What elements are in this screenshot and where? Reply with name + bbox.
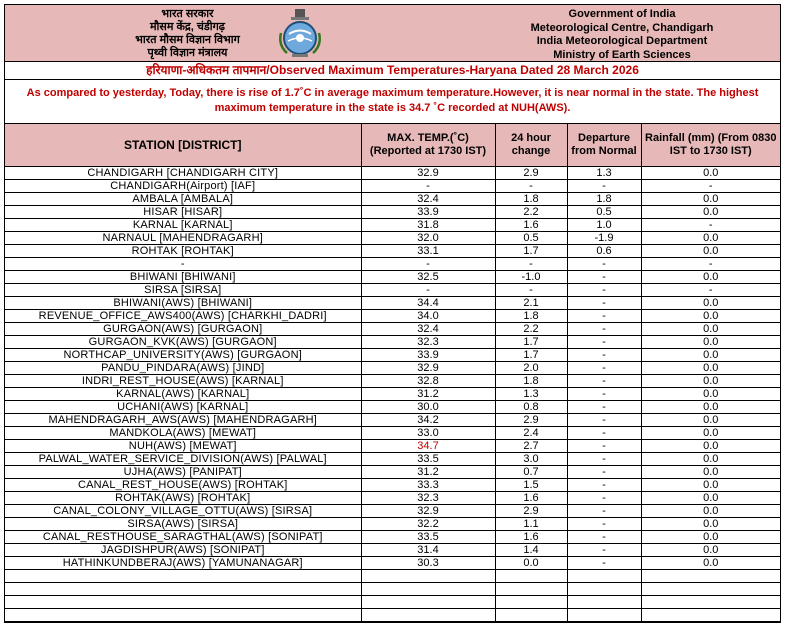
english-line: Meteorological Centre, Chandigarh — [530, 21, 714, 34]
col-departure: Departure from Normal — [567, 124, 641, 167]
cell-max: 32.4 — [361, 323, 495, 336]
table-row — [5, 375, 780, 388]
table-row — [5, 310, 780, 323]
cell-dep: - — [567, 427, 641, 440]
empty-cell — [361, 596, 495, 609]
cell-change: 1.7 — [495, 349, 567, 362]
empty-cell — [495, 570, 567, 583]
cell-station: NUH(AWS) [MEWAT] — [5, 440, 361, 453]
cell-station: - — [5, 258, 361, 271]
cell-change: 2.7 — [495, 440, 567, 453]
cell-dep: - — [567, 414, 641, 427]
cell-dep: - — [567, 310, 641, 323]
cell-change: 0.0 — [495, 557, 567, 570]
cell-max: 33.9 — [361, 349, 495, 362]
cell-change: - — [495, 180, 567, 193]
cell-station: CANAL_REST_HOUSE(AWS) [ROHTAK] — [5, 479, 361, 492]
report-sheet — [4, 4, 781, 623]
table-row — [5, 206, 780, 219]
table-row — [5, 414, 780, 427]
cell-dep: - — [567, 453, 641, 466]
hindi-line: भारत मौसम विज्ञान विभाग — [135, 34, 240, 46]
cell-change: 1.6 — [495, 492, 567, 505]
cell-change: 1.6 — [495, 219, 567, 232]
cell-max: 32.5 — [361, 271, 495, 284]
cell-rain: 0.0 — [641, 479, 780, 492]
table-row — [5, 453, 780, 466]
cell-station: MANDKOLA(AWS) [MEWAT] — [5, 427, 361, 440]
col-rainfall: Rainfall (mm) (From 0830 IST to 1730 IST) — [641, 124, 780, 167]
cell-max: 31.2 — [361, 466, 495, 479]
table-row — [5, 271, 780, 284]
cell-station: JAGDISHPUR(AWS) [SONIPAT] — [5, 544, 361, 557]
cell-change: 2.2 — [495, 323, 567, 336]
cell-max: 32.9 — [361, 505, 495, 518]
cell-station: HATHINKUNDBERAJ(AWS) [YAMUNANAGAR] — [5, 557, 361, 570]
cell-dep: - — [567, 284, 641, 297]
cell-change: - — [495, 284, 567, 297]
cell-change: 1.8 — [495, 193, 567, 206]
empty-cell — [567, 583, 641, 596]
cell-rain: 0.0 — [641, 297, 780, 310]
table-row — [5, 336, 780, 349]
cell-dep: - — [567, 375, 641, 388]
cell-change: 1.3 — [495, 388, 567, 401]
cell-rain: 0.0 — [641, 245, 780, 258]
cell-max: 33.0 — [361, 427, 495, 440]
table-row — [5, 180, 780, 193]
cell-station: HISAR [HISAR] — [5, 206, 361, 219]
temperature-table — [5, 124, 780, 622]
cell-dep: - — [567, 258, 641, 271]
cell-change: 2.0 — [495, 362, 567, 375]
summary-text: As compared to yesterday, Today, there is rise of 1.7˚C in average maximum temperature.However, it is near normal in the state. The highest maximum temperature in the state is 34.7 ˚C recorded at NUH(AWS). — [5, 80, 780, 124]
empty-cell — [495, 583, 567, 596]
cell-station: BHIWANI [BHIWANI] — [5, 271, 361, 284]
cell-dep: - — [567, 492, 641, 505]
cell-dep: 1.3 — [567, 167, 641, 180]
empty-cell — [361, 570, 495, 583]
cell-max: 33.5 — [361, 531, 495, 544]
cell-change: 1.8 — [495, 375, 567, 388]
cell-rain: 0.0 — [641, 349, 780, 362]
table-row — [5, 245, 780, 258]
english-line: India Meteorological Department — [536, 35, 708, 47]
cell-max: 32.4 — [361, 193, 495, 206]
col-max-temp: MAX. TEMP.(˚C) (Reported at 1730 IST) — [361, 124, 495, 167]
cell-station: ROHTAK [ROHTAK] — [5, 245, 361, 258]
cell-dep: - — [567, 466, 641, 479]
cell-rain: 0.0 — [641, 505, 780, 518]
cell-dep: - — [567, 271, 641, 284]
cell-rain: 0.0 — [641, 492, 780, 505]
cell-station: PANDU_PINDARA(AWS) [JIND] — [5, 362, 361, 375]
cell-rain: - — [641, 258, 780, 271]
cell-max: 33.5 — [361, 453, 495, 466]
imd-emblem-icon — [275, 7, 325, 59]
cell-dep: - — [567, 479, 641, 492]
cell-change: - — [495, 258, 567, 271]
table-row — [5, 297, 780, 310]
table-row — [5, 505, 780, 518]
cell-station: CANAL_COLONY_VILLAGE_OTTU(AWS) [SIRSA] — [5, 505, 361, 518]
cell-dep: - — [567, 440, 641, 453]
table-row — [5, 362, 780, 375]
cell-rain: - — [641, 180, 780, 193]
cell-rain: 0.0 — [641, 466, 780, 479]
cell-dep: -1.9 — [567, 232, 641, 245]
table-row — [5, 401, 780, 414]
cell-dep: - — [567, 518, 641, 531]
table-row — [5, 466, 780, 479]
cell-dep: - — [567, 336, 641, 349]
table-row — [5, 258, 780, 271]
table-row — [5, 479, 780, 492]
cell-rain: 0.0 — [641, 427, 780, 440]
cell-station: KARNAL(AWS) [KARNAL] — [5, 388, 361, 401]
table-row — [5, 492, 780, 505]
cell-max: 32.9 — [361, 362, 495, 375]
english-line: Government of India — [568, 8, 676, 20]
cell-rain: 0.0 — [641, 557, 780, 570]
cell-dep: - — [567, 297, 641, 310]
cell-max: 34.0 — [361, 310, 495, 323]
cell-rain: 0.0 — [641, 375, 780, 388]
cell-station: BHIWANI(AWS) [BHIWANI] — [5, 297, 361, 310]
empty-row — [5, 583, 780, 596]
empty-cell — [641, 596, 780, 609]
cell-station: REVENUE_OFFICE_AWS400(AWS) [CHARKHI_DADRI] — [5, 310, 361, 323]
cell-station: PALWAL_WATER_SERVICE_DIVISION(AWS) [PALWAL] — [5, 453, 361, 466]
cell-station: CANAL_RESTHOUSE_SARAGTHAL(AWS) [SONIPAT] — [5, 531, 361, 544]
cell-dep: - — [567, 531, 641, 544]
cell-rain: 0.0 — [641, 232, 780, 245]
hindi-header — [105, 8, 270, 60]
cell-max: 31.2 — [361, 388, 495, 401]
cell-change: 0.7 — [495, 466, 567, 479]
cell-change: 1.7 — [495, 336, 567, 349]
col-station: STATION [DISTRICT] — [5, 124, 361, 167]
cell-dep: - — [567, 180, 641, 193]
cell-change: 2.9 — [495, 414, 567, 427]
cell-station: INDRI_REST_HOUSE(AWS) [KARNAL] — [5, 375, 361, 388]
table-row — [5, 349, 780, 362]
table-row — [5, 219, 780, 232]
empty-cell — [567, 596, 641, 609]
cell-max: - — [361, 180, 495, 193]
cell-max: 34.7 — [361, 440, 495, 453]
cell-change: 0.8 — [495, 401, 567, 414]
cell-change: 3.0 — [495, 453, 567, 466]
cell-rain: 0.0 — [641, 440, 780, 453]
cell-max: - — [361, 284, 495, 297]
cell-station: SIRSA(AWS) [SIRSA] — [5, 518, 361, 531]
table-row — [5, 557, 780, 570]
cell-rain: 0.0 — [641, 193, 780, 206]
cell-rain: 0.0 — [641, 531, 780, 544]
cell-max: 34.2 — [361, 414, 495, 427]
hindi-line: मौसम केंद्र, चंडीगढ़ — [149, 21, 225, 33]
english-line: Ministry of Earth Sciences — [553, 48, 691, 61]
cell-station: ROHTAK(AWS) [ROHTAK] — [5, 492, 361, 505]
cell-rain: 0.0 — [641, 206, 780, 219]
cell-change: 1.8 — [495, 310, 567, 323]
table-row — [5, 284, 780, 297]
table-row — [5, 167, 780, 180]
cell-change: 1.4 — [495, 544, 567, 557]
empty-row — [5, 596, 780, 609]
cell-dep: 0.5 — [567, 206, 641, 219]
cell-dep: - — [567, 401, 641, 414]
cell-rain: 0.0 — [641, 518, 780, 531]
hindi-line: पृथ्वी विज्ञान मंत्रालय — [147, 47, 228, 59]
empty-cell — [567, 570, 641, 583]
cell-rain: 0.0 — [641, 167, 780, 180]
col-24h-change: 24 hour change — [495, 124, 567, 167]
cell-change: 1.5 — [495, 479, 567, 492]
cell-max: 32.2 — [361, 518, 495, 531]
cell-dep: - — [567, 362, 641, 375]
empty-cell — [5, 596, 361, 609]
cell-station: GURGAON(AWS) [GURGAON] — [5, 323, 361, 336]
cell-station: CHANDIGARH(Airport) [IAF] — [5, 180, 361, 193]
cell-change: 2.9 — [495, 505, 567, 518]
cell-dep: 0.6 — [567, 245, 641, 258]
cell-change: 1.1 — [495, 518, 567, 531]
cell-max: 33.1 — [361, 245, 495, 258]
empty-cell — [641, 570, 780, 583]
cell-station: GURGAON_KVK(AWS) [GURGAON] — [5, 336, 361, 349]
table-body — [5, 167, 780, 622]
table-row — [5, 193, 780, 206]
cell-change: 1.6 — [495, 531, 567, 544]
table-header-row — [5, 124, 780, 167]
table-row — [5, 388, 780, 401]
cell-rain: - — [641, 284, 780, 297]
cell-dep: - — [567, 544, 641, 557]
table-row — [5, 544, 780, 557]
cell-dep: - — [567, 388, 641, 401]
cell-max: 32.0 — [361, 232, 495, 245]
cell-rain: 0.0 — [641, 453, 780, 466]
cell-change: 0.5 — [495, 232, 567, 245]
cell-dep: - — [567, 557, 641, 570]
table-row — [5, 427, 780, 440]
cell-change: 2.4 — [495, 427, 567, 440]
cell-station: UJHA(AWS) [PANIPAT] — [5, 466, 361, 479]
cell-rain: 0.0 — [641, 401, 780, 414]
cell-rain: 0.0 — [641, 388, 780, 401]
cell-max: 33.3 — [361, 479, 495, 492]
cell-max: 31.4 — [361, 544, 495, 557]
cell-change: -1.0 — [495, 271, 567, 284]
cell-station: SIRSA [SIRSA] — [5, 284, 361, 297]
cell-max: 32.3 — [361, 336, 495, 349]
cell-change: 2.1 — [495, 297, 567, 310]
cell-max: 30.3 — [361, 557, 495, 570]
cell-change: 2.2 — [495, 206, 567, 219]
cell-max: 33.9 — [361, 206, 495, 219]
report-header — [5, 5, 780, 62]
cell-change: 1.7 — [495, 245, 567, 258]
cell-max: 32.3 — [361, 492, 495, 505]
cell-dep: 1.8 — [567, 193, 641, 206]
table-row — [5, 531, 780, 544]
table-row — [5, 323, 780, 336]
report-title: हरियाणा-अधिकतम तापमान/Observed Maximum Temperatures-Haryana Dated 28 March 2026 — [5, 62, 780, 80]
cell-station: NARNAUL [MAHENDRAGARH] — [5, 232, 361, 245]
cell-rain: 0.0 — [641, 323, 780, 336]
cell-max: 34.4 — [361, 297, 495, 310]
table-row — [5, 518, 780, 531]
cell-rain: 0.0 — [641, 544, 780, 557]
cell-rain: - — [641, 219, 780, 232]
empty-cell — [495, 596, 567, 609]
cell-rain: 0.0 — [641, 336, 780, 349]
cell-change: 2.9 — [495, 167, 567, 180]
cell-station: NORTHCAP_UNIVERSITY(AWS) [GURGAON] — [5, 349, 361, 362]
cell-max: 30.0 — [361, 401, 495, 414]
empty-cell — [5, 583, 361, 596]
cell-max: 31.8 — [361, 219, 495, 232]
cell-station: CHANDIGARH [CHANDIGARH CITY] — [5, 167, 361, 180]
cell-dep: - — [567, 505, 641, 518]
cell-station: KARNAL [KARNAL] — [5, 219, 361, 232]
empty-cell — [641, 583, 780, 596]
hindi-line: भारत सरकार — [161, 8, 214, 20]
cell-station: AMBALA [AMBALA] — [5, 193, 361, 206]
cell-rain: 0.0 — [641, 414, 780, 427]
cell-rain: 0.0 — [641, 271, 780, 284]
cell-dep: - — [567, 323, 641, 336]
cell-max: - — [361, 258, 495, 271]
empty-cell — [5, 570, 361, 583]
empty-cell — [361, 583, 495, 596]
table-row — [5, 440, 780, 453]
english-header — [472, 8, 772, 62]
cell-station: MAHENDRAGARH_AWS(AWS) [MAHENDRAGARH] — [5, 414, 361, 427]
cell-rain: 0.0 — [641, 310, 780, 323]
cell-station: UCHANI(AWS) [KARNAL] — [5, 401, 361, 414]
cell-dep: 1.0 — [567, 219, 641, 232]
cell-max: 32.9 — [361, 167, 495, 180]
cell-max: 32.8 — [361, 375, 495, 388]
table-row — [5, 232, 780, 245]
cell-rain: 0.0 — [641, 362, 780, 375]
empty-row — [5, 570, 780, 583]
cell-dep: - — [567, 349, 641, 362]
